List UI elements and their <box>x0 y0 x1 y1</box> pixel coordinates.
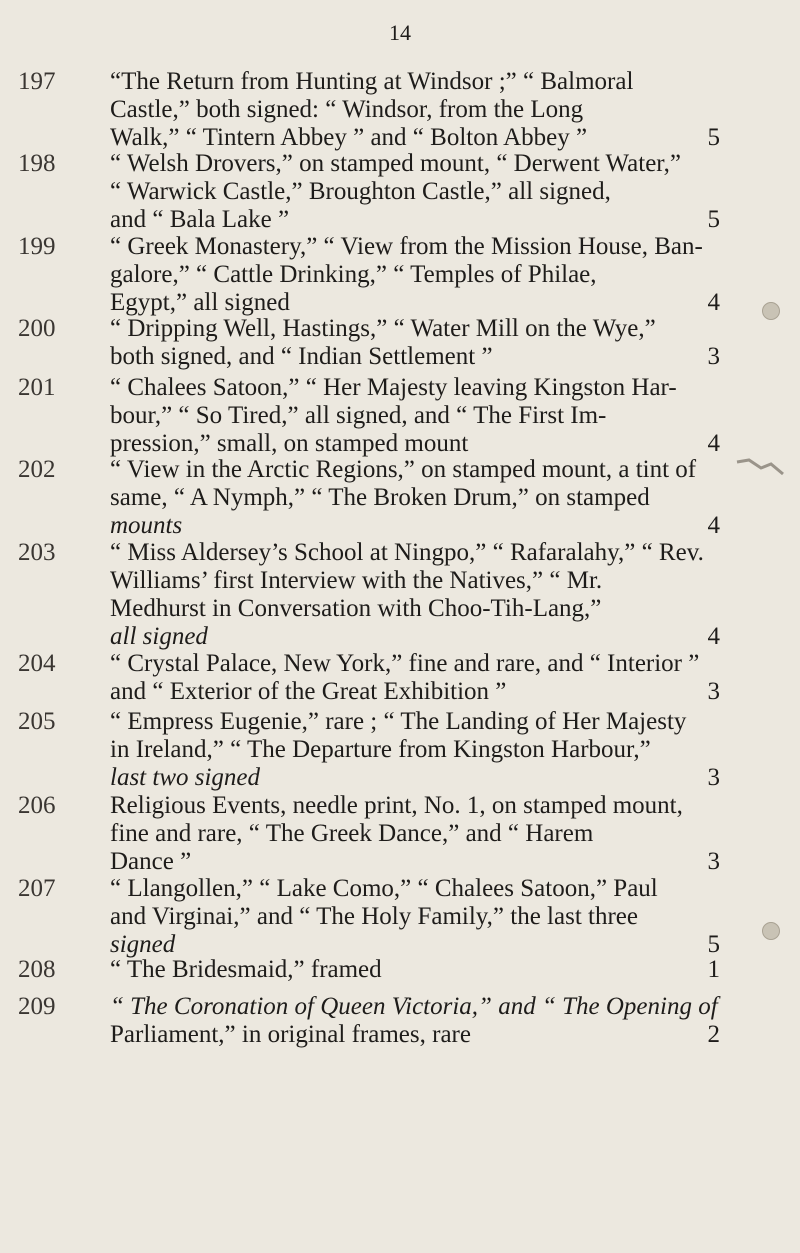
lot-number: 207 <box>18 875 56 902</box>
lot-quantity: 2 <box>707 1021 720 1048</box>
lot-quantity: 5 <box>707 124 720 151</box>
lot-line: “The Return from Hunting at Windsor ;” “ Balmoral <box>110 68 634 95</box>
lot-line: mounts 4 <box>110 512 720 539</box>
lot-number: 206 <box>18 792 56 819</box>
lot-description <box>110 708 720 792</box>
lot-number: 208 <box>18 956 56 983</box>
lot-description <box>110 993 720 1049</box>
lot-line: fine and rare, “ The Greek Dance,” and “ Harem <box>110 820 594 847</box>
lot-quantity: 3 <box>707 678 720 705</box>
lot-quantity: 4 <box>707 623 720 650</box>
lot-number: 198 <box>18 150 56 177</box>
lot-line: signed 5 <box>110 931 720 958</box>
lot-line: Medhurst in Conversation with Choo-Tih-Lang,” <box>110 595 602 622</box>
lot-quantity: 3 <box>707 343 720 370</box>
lot-quantity: 3 <box>707 848 720 875</box>
lot-description <box>110 150 720 234</box>
lot-line: all signed 4 <box>110 623 720 650</box>
lot-line: “ Empress Eugenie,” rare ; “ The Landing of Her Majesty <box>110 708 687 735</box>
lot-line: Walk,” “ Tintern Abbey ” and “ Bolton Abbey ” 5 <box>110 124 720 151</box>
lot-quantity: 5 <box>707 931 720 958</box>
lot-description <box>110 233 720 317</box>
lot-line: “ Warwick Castle,” Broughton Castle,” all signed, <box>110 178 611 205</box>
lot-line: “ The Coronation of Queen Victoria,” and “ The Opening of <box>110 993 718 1020</box>
lot-line: “ Greek Monastery,” “ View from the Mission House, Ban- <box>110 233 703 260</box>
lot-line: pression,” small, on stamped mount 4 <box>110 430 720 457</box>
lot-line: “ Chalees Satoon,” “ Her Majesty leaving Kingston Har- <box>110 374 677 401</box>
lot-line: and “ Bala Lake ” 5 <box>110 206 720 233</box>
lot-quantity: 4 <box>707 512 720 539</box>
lot-number: 203 <box>18 539 56 566</box>
lot-quantity: 3 <box>707 764 720 791</box>
lot-number: 201 <box>18 374 56 401</box>
lot-description <box>110 956 720 984</box>
lot-line: last two signed 3 <box>110 764 720 791</box>
lot-line: and “ Exterior of the Great Exhibition ” 3 <box>110 678 720 705</box>
lot-number: 209 <box>18 993 56 1020</box>
lot-line: “ The Bridesmaid,” framed 1 <box>110 956 720 983</box>
lot-line: “ Crystal Palace, New York,” fine and rare, and “ Interior ” <box>110 650 700 677</box>
lot-line: and Virginai,” and “ The Holy Family,” the last three <box>110 903 638 930</box>
lot-line: in Ireland,” “ The Departure from Kingston Harbour,” <box>110 736 651 763</box>
lot-description <box>110 792 720 876</box>
lot-line: galore,” “ Cattle Drinking,” “ Temples of Philae, <box>110 261 597 288</box>
lot-description <box>110 315 720 371</box>
lot-line: bour,” “ So Tired,” all signed, and “ The First Im- <box>110 402 607 429</box>
lot-description <box>110 456 720 540</box>
lot-quantity: 5 <box>707 206 720 233</box>
lot-line: Religious Events, needle print, No. 1, on stamped mount, <box>110 792 683 819</box>
punch-hole <box>762 922 780 940</box>
lot-line: Dance ” 3 <box>110 848 720 875</box>
lot-line: “ Dripping Well, Hastings,” “ Water Mill on the Wye,” <box>110 315 656 342</box>
lot-description <box>110 68 720 152</box>
lot-description <box>110 650 720 706</box>
lot-line: “ Miss Aldersey’s School at Ningpo,” “ Rafaralahy,” “ Rev. <box>110 539 704 566</box>
lot-description <box>110 539 720 651</box>
lot-number: 199 <box>18 233 56 260</box>
lot-number: 202 <box>18 456 56 483</box>
lot-line: Egypt,” all signed 4 <box>110 289 720 316</box>
lot-line: Parliament,” in original frames, rare 2 <box>110 1021 720 1048</box>
lot-number: 205 <box>18 708 56 735</box>
lot-line: Williams’ first Interview with the Natives,” “ Mr. <box>110 567 603 594</box>
lot-number: 200 <box>18 315 56 342</box>
lot-quantity: 4 <box>707 289 720 316</box>
lot-quantity: 1 <box>707 956 720 983</box>
lot-number: 197 <box>18 68 56 95</box>
lot-line: Castle,” both signed: “ Windsor, from the Long <box>110 96 584 123</box>
lot-line: same, “ A Nymph,” “ The Broken Drum,” on stamped <box>110 484 650 511</box>
lot-quantity: 4 <box>707 430 720 457</box>
lot-line: “ Llangollen,” “ Lake Como,” “ Chalees Satoon,” Paul <box>110 875 658 902</box>
ink-smudge <box>735 448 785 478</box>
page-number: 14 <box>389 20 411 45</box>
lot-line: both signed, and “ Indian Settlement ” 3 <box>110 343 720 370</box>
lot-number: 204 <box>18 650 56 677</box>
lot-description <box>110 875 720 959</box>
lot-line: “ View in the Arctic Regions,” on stamped mount, a tint of <box>110 456 697 483</box>
punch-hole <box>762 302 780 320</box>
lot-line: “ Welsh Drovers,” on stamped mount, “ Derwent Water,” <box>110 150 681 177</box>
lot-description <box>110 374 720 458</box>
